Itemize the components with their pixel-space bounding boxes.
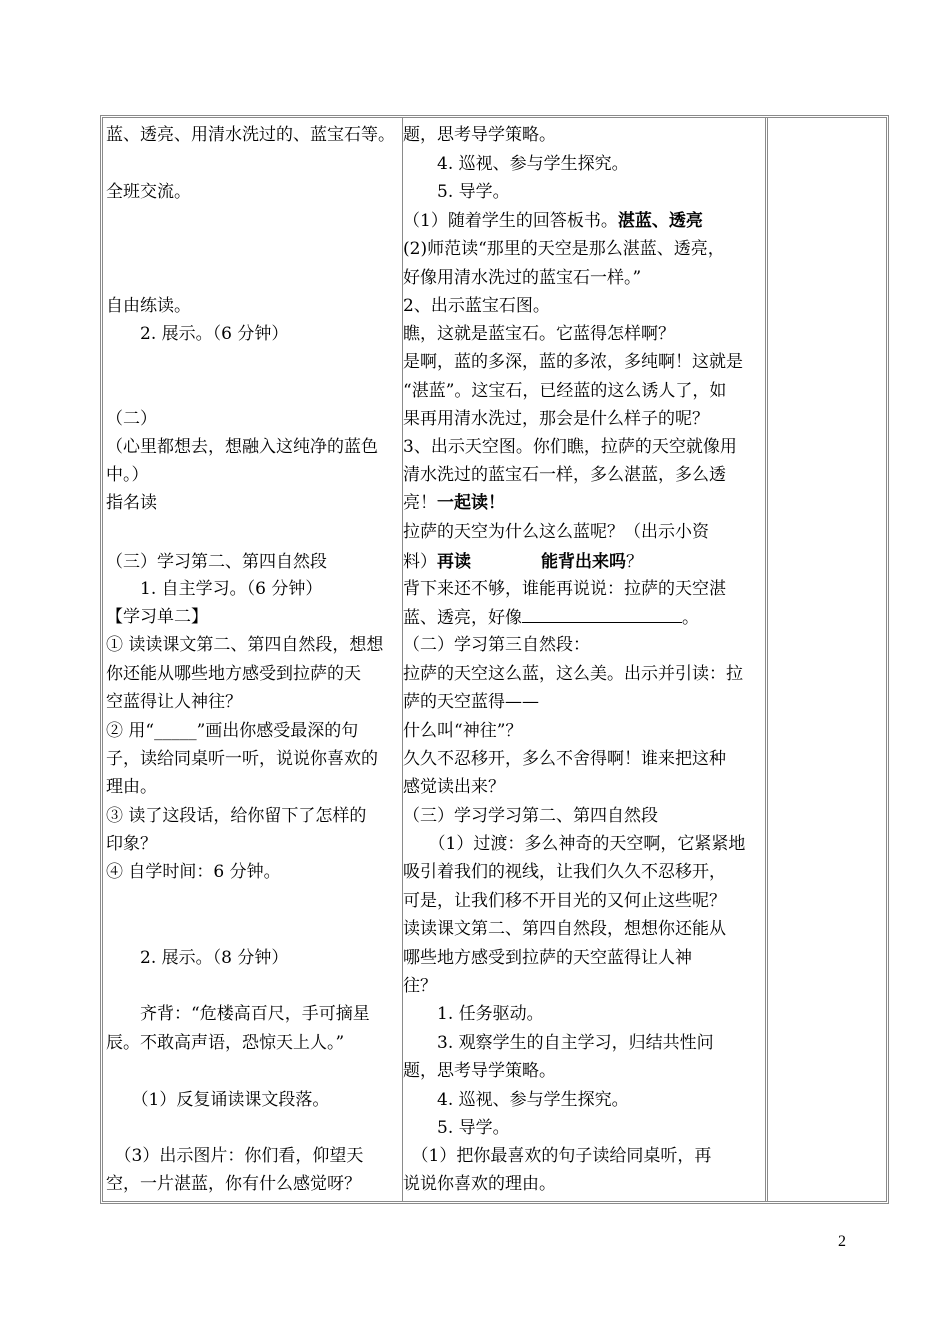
text-line: 4. 巡视、参与学生探究。 <box>403 154 629 174</box>
text-line <box>403 606 699 629</box>
fill-in-blank <box>522 606 682 623</box>
text-run: （1）随着学生的回答板书。 <box>403 211 618 231</box>
text-line: 3、出示天空图。你们瞧，拉萨的天空就像用 <box>403 437 737 457</box>
text-line: 2. 展示。（6 分钟） <box>106 324 289 344</box>
text-line: 1. 任务驱动。 <box>403 1004 544 1024</box>
text-line: （1）把你最喜欢的句子读给同桌听，再 <box>403 1146 712 1166</box>
text-line: ① 读读课文第二、第四自然段，想想 <box>106 635 384 655</box>
text-line: 哪些地方感受到拉萨的天空蓝得让人神 <box>403 948 692 968</box>
text-line: 2、出示蓝宝石图。 <box>403 296 550 316</box>
text-line: 空蓝得让人神往？ <box>106 692 242 712</box>
text-line: 理由。 <box>106 777 157 797</box>
board-writing-bold: 湛蓝、透亮 <box>617 211 703 231</box>
text-run: ？ <box>626 552 643 572</box>
text-line: 印象？ <box>106 834 157 854</box>
text-line <box>403 492 505 514</box>
text-line <box>403 210 703 232</box>
text-line: （三）学习学习第二、第四自然段 <box>403 806 658 826</box>
text-line: 萨的天空蓝得—— <box>403 692 539 712</box>
text-line: 可是，让我们移不开目光的又何止这些呢？ <box>403 891 726 911</box>
text-line: (2)师范读“那里的天空是那么湛蓝、透亮， <box>403 239 725 259</box>
text-line: （二）学习第三自然段： <box>403 635 590 655</box>
text-line: 好像用清水洗过的蓝宝石一样。” <box>403 268 642 288</box>
text-line: “湛蓝”。这宝石，已经蓝的这么诱人了，如 <box>403 381 727 401</box>
text-run: 。 <box>682 608 699 628</box>
text-line: 1. 自主学习。（6 分钟） <box>106 579 323 599</box>
text-line: 往？ <box>403 976 437 996</box>
lesson-plan-table <box>100 115 889 1204</box>
page-number: 2 <box>838 1233 846 1250</box>
text-line: 说说你喜欢的理由。 <box>403 1174 556 1194</box>
text-line: （三）学习第二、第四自然段 <box>106 552 327 572</box>
text-line: 4. 巡视、参与学生探究。 <box>403 1090 629 1110</box>
text-run: 料） <box>403 552 437 572</box>
text-line: 蓝、透亮、用清水洗过的、蓝宝石等。 <box>106 125 395 145</box>
text-line: 子，读给同桌听一听，说说你喜欢的 <box>106 749 378 769</box>
text-line: 【学习单二】 <box>106 607 208 627</box>
read-together-bold: 一起读！ <box>437 493 505 513</box>
text-line: （二） <box>106 409 157 429</box>
text-line: （心里都想去，想融入这纯净的蓝色 <box>106 437 378 457</box>
text-line: 是啊，蓝的多深，蓝的多浓，多纯啊！这就是 <box>403 352 743 372</box>
text-line: 2. 展示。（8 分钟） <box>106 948 289 968</box>
text-line: 瞧，这就是蓝宝石。它蓝得怎样啊？ <box>403 324 675 344</box>
text-line: 3. 观察学生的自主学习，归结共性问 <box>403 1033 714 1053</box>
text-line: 拉萨的天空为什么这么蓝呢？（出示小资 <box>403 522 709 542</box>
text-line: 果再用清水洗过，那会是什么样子的呢？ <box>403 409 709 429</box>
recite-bold: 能背出来吗 <box>541 552 626 572</box>
text-line: 指名读 <box>106 493 157 513</box>
text-line: 5. 导学。 <box>403 1118 510 1138</box>
text-run: 蓝、透亮，好像 <box>403 608 522 628</box>
text-line <box>403 551 643 573</box>
text-line: 什么叫“神往”？ <box>403 721 523 741</box>
notes-column <box>768 118 886 1201</box>
text-line: 久久不忍移开，多么不舍得啊！谁来把这种 <box>403 749 726 769</box>
text-line: 5. 导学。 <box>403 182 510 202</box>
text-line: 吸引着我们的视线，让我们久久不忍移开， <box>403 862 726 882</box>
text-line: 自由练读。 <box>106 296 191 316</box>
text-run: 亮！ <box>403 493 437 513</box>
text-line: 题，思考导学策略。 <box>403 125 556 145</box>
text-line: （1）过渡：多么神奇的天空啊，它紧紧地 <box>403 834 746 854</box>
text-line: 清水洗过的蓝宝石一样，多么湛蓝，多么透 <box>403 465 726 485</box>
text-line: ④ 自学时间：6 分钟。 <box>106 862 281 882</box>
text-line: 你还能从哪些地方感受到拉萨的天 <box>106 664 361 684</box>
text-line: 拉萨的天空这么蓝，这么美。出示并引读：拉 <box>403 664 743 684</box>
text-line: 背下来还不够，谁能再说说：拉萨的天空湛 <box>403 579 726 599</box>
text-line: ② 用“_____”画出你感受最深的句 <box>106 721 359 741</box>
teacher-guidance-column <box>402 118 768 1201</box>
text-line: 空，一片湛蓝，你有什么感觉呀？ <box>106 1174 361 1194</box>
text-line: 全班交流。 <box>106 182 191 202</box>
text-line: 题，思考导学策略。 <box>403 1061 556 1081</box>
text-line: 中。） <box>106 465 149 485</box>
text-line: （1）反复诵读课文段落。 <box>106 1090 330 1110</box>
student-activity-column <box>103 118 403 1201</box>
read-again-bold: 再读 <box>437 552 471 572</box>
text-line: 感觉读出来？ <box>403 777 505 797</box>
text-line: ③ 读了这段话，给你留下了怎样的 <box>106 806 367 826</box>
text-line: 齐背：“危楼高百尺，手可摘星 <box>106 1004 370 1024</box>
text-line: （3）出示图片：你们看，仰望天 <box>106 1146 364 1166</box>
text-line: 辰。不敢高声语，恐惊天上人。” <box>106 1033 345 1053</box>
text-line: 读读课文第二、第四自然段，想想你还能从 <box>403 919 726 939</box>
